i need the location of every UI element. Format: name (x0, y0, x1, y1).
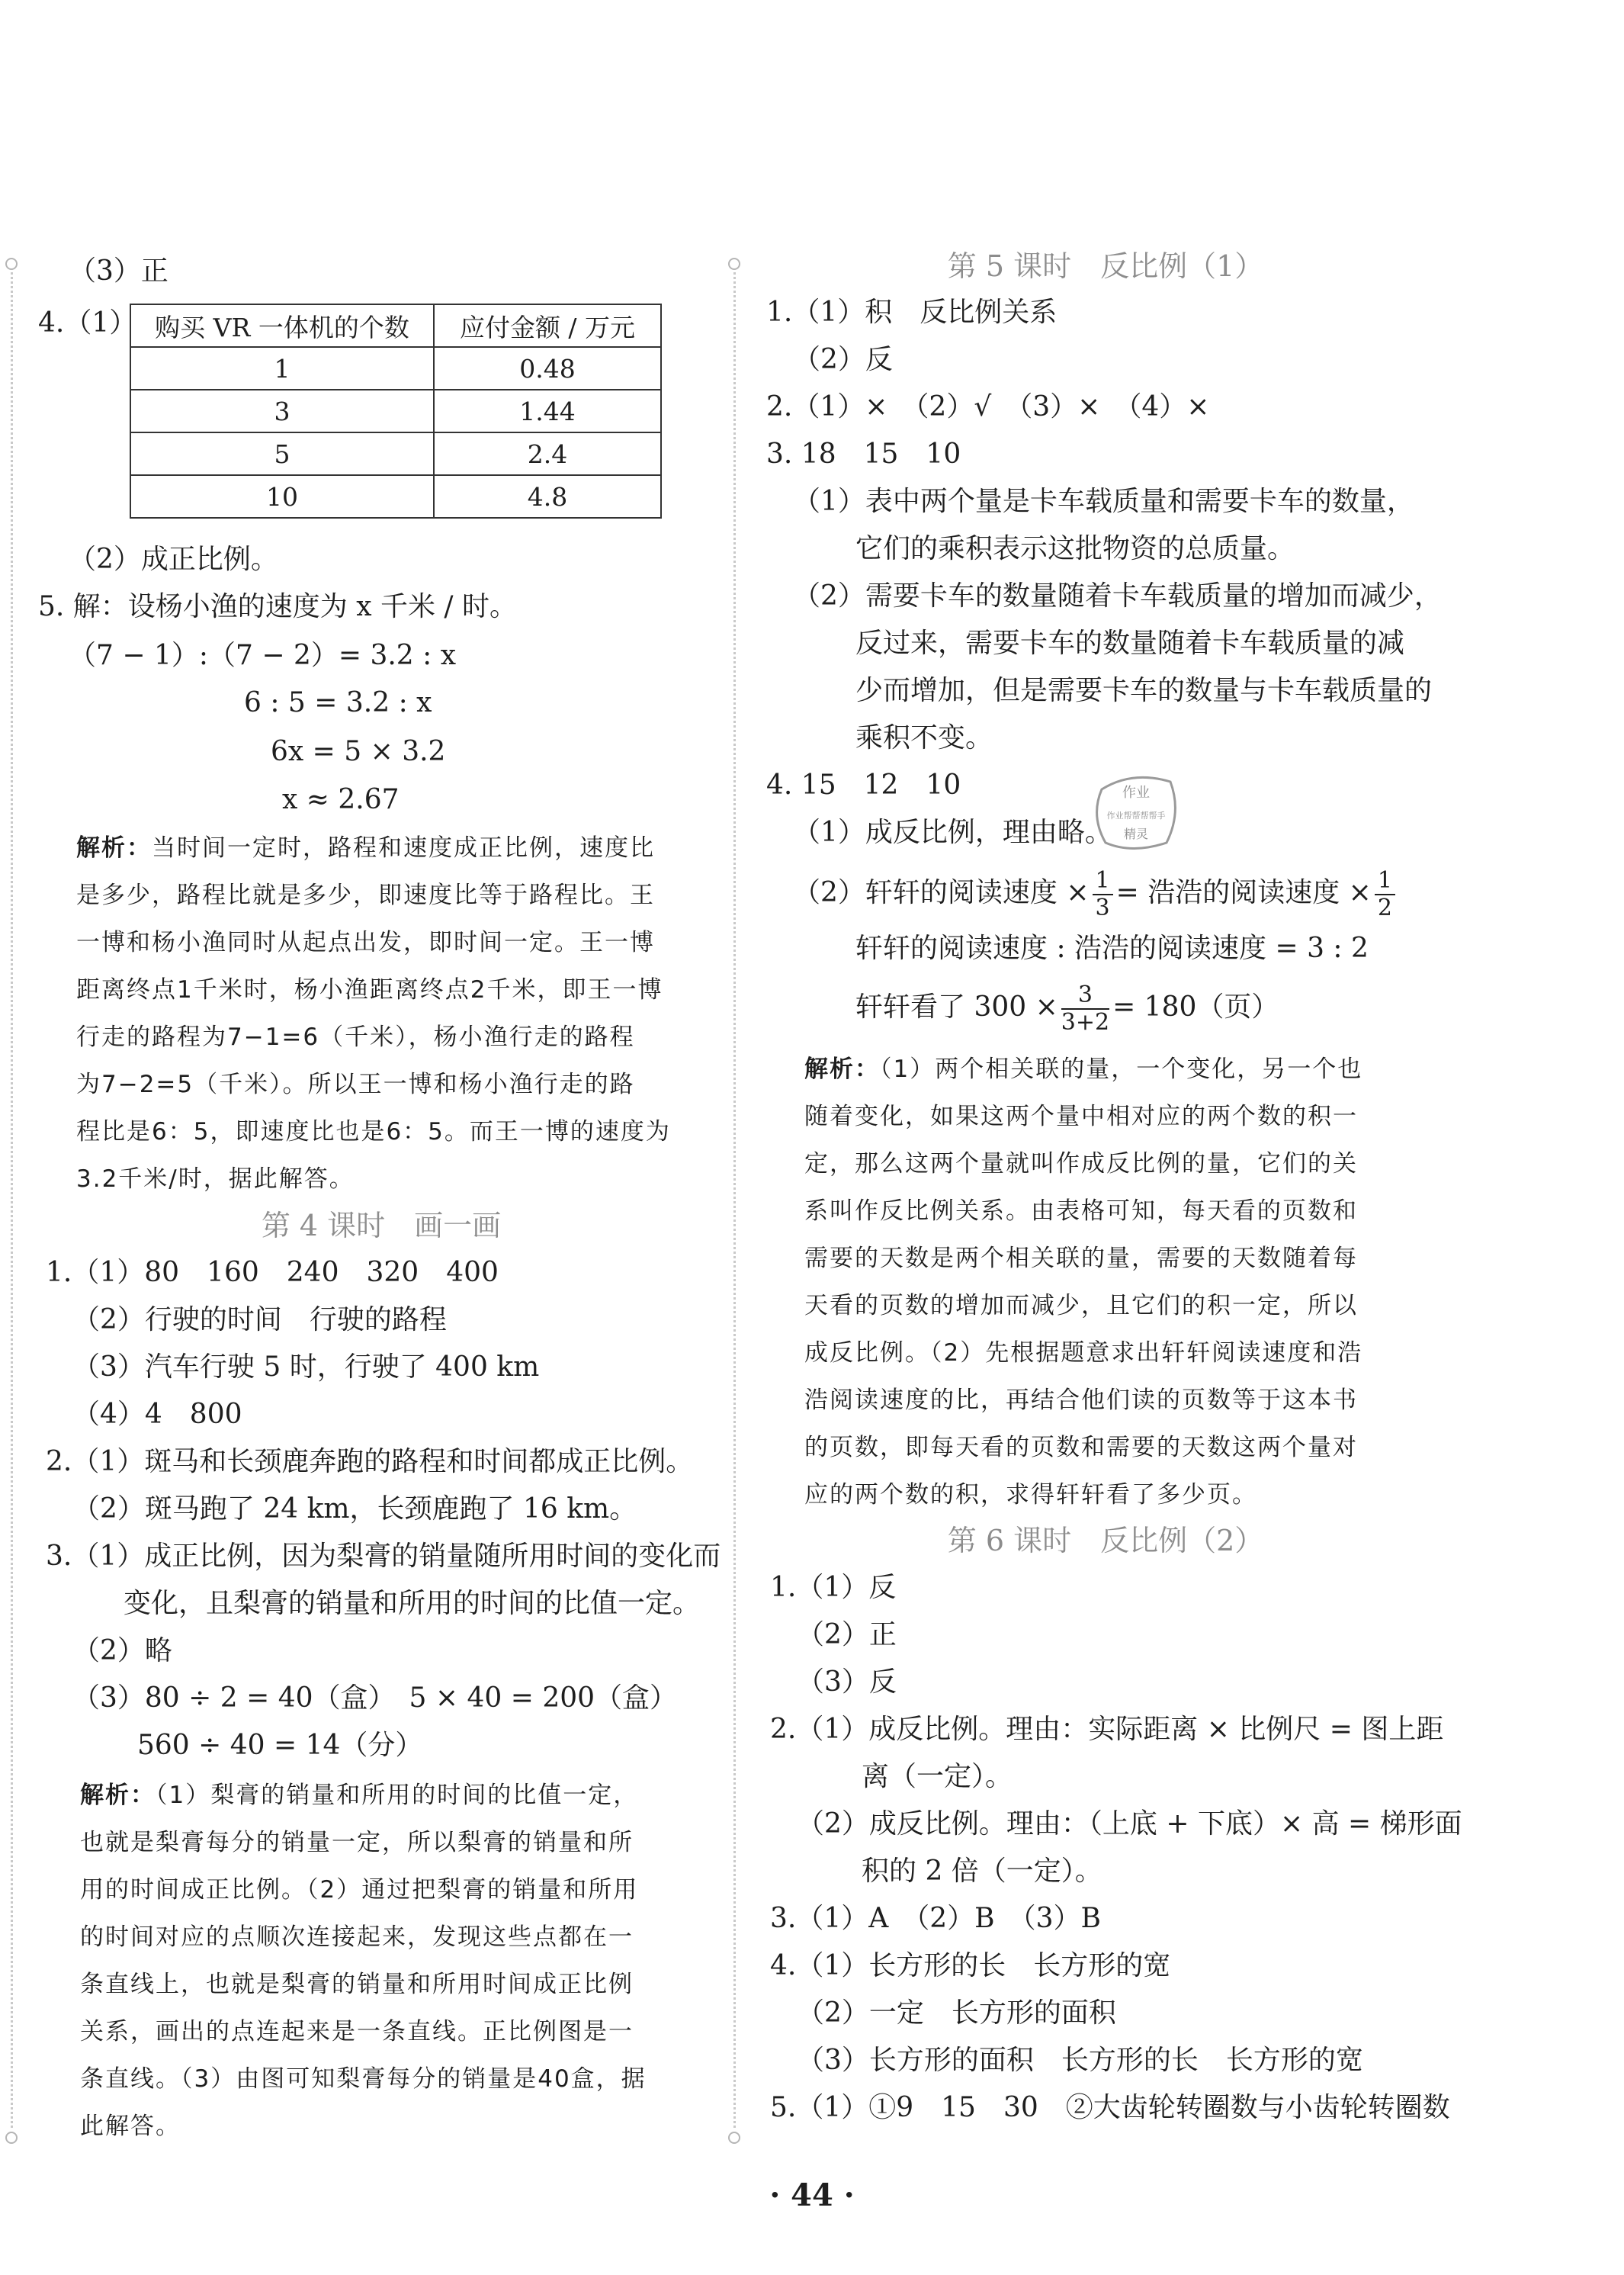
answer-line: 4. 15 12 10 (766, 770, 961, 801)
equation-line: x ≈ 2.67 (282, 784, 400, 815)
explanation-line: 应的两个数的积，求得轩轩看了多少页。 (804, 1481, 1257, 1509)
answer-line: （3）反 (797, 1666, 897, 1698)
answer-line: （2）略 (72, 1635, 172, 1666)
fraction-equation-line: （2）轩轩的阅读速度 × $\frac{1}{3}$ = 浩浩的阅读速度 × $\frac{1}{2}$ (793, 866, 1398, 921)
answer-3-3: （3）正 (69, 255, 168, 287)
answer-line: 反过来，需要卡车的数量随着卡车载质量的减 (855, 628, 1405, 659)
explanation-line: 系叫作反比例关系。由表格可知，每天看的页数和 (804, 1197, 1358, 1225)
answer-line: 560 ÷ 40 = 14（分） (137, 1730, 423, 1761)
answer-line: 3.（1）成正比例，因为梨膏的销量随所用时间的变化而 (46, 1541, 721, 1572)
explanation-line: 随着变化，如果这两个量中相对应的两个数的积一 (804, 1103, 1358, 1130)
answer-line: 变化，且梨膏的销量和所用的时间的比值一定。 (124, 1588, 701, 1619)
center-ring-top (728, 258, 740, 270)
question-5-solution: 5. 解：设杨小渔的速度为 x 千米 / 时。 (38, 591, 517, 622)
answer-line: （3）长方形的面积 长方形的长 长方形的宽 (797, 2045, 1363, 2076)
answer-line: 2.（1）× （2）√ （3）× （4）× (766, 391, 1210, 423)
answer-line: 2.（1）成反比例。理由：实际距离 × 比例尺 = 图上距 (770, 1714, 1444, 1745)
explanation-line: 行走的路程为7−1=6（千米），杨小渔行走的路程 (76, 1023, 635, 1051)
explanation-line: 为7−2=5（千米）。所以王一博和杨小渔行走的路 (76, 1071, 635, 1098)
explanation-line: 成反比例。（2）先根据题意求出轩轩阅读速度和浩 (804, 1339, 1363, 1367)
table-header-cell: 购买 VR 一体机的个数 (130, 304, 434, 347)
answer-line: （2）反 (793, 344, 893, 375)
table-header-row (130, 304, 661, 347)
explanation-line: 程比是6：5，即速度比也是6：5。而王一博的速度为 (76, 1118, 671, 1146)
answer-line: 3. 18 15 10 (766, 439, 961, 470)
table-cell: 1 (130, 347, 434, 390)
answer-line: （2）行驶的时间 行驶的路程 (72, 1304, 447, 1335)
answer-line: 少而增加，但是需要卡车的数量与卡车载质量的 (855, 675, 1433, 706)
explanation-line: 的页数，即每天看的页数和需要的天数这两个量对 (804, 1434, 1358, 1461)
equation-line: 6 : 5 = 3.2 : x (244, 687, 432, 718)
vr-price-table (130, 304, 662, 519)
lesson-4-heading: 第 4 课时 画一画 (261, 1209, 502, 1242)
page-number: · 44 · (769, 2177, 855, 2213)
answer-line: 1.（1）80 160 240 320 400 (46, 1257, 499, 1288)
answer-line: 1.（1）积 反比例关系 (766, 297, 1058, 328)
answer-line: （2）斑马跑了 24 km，长颈鹿跑了 16 km。 (72, 1493, 637, 1525)
table-cell: 0.48 (434, 347, 661, 390)
stamp-title: 作业 (1122, 785, 1150, 801)
table-row (130, 347, 661, 390)
explanation-label: 解析： (80, 1782, 156, 1809)
explanation-line: 浩阅读速度的比，再结合他们读的页数等于这本书 (804, 1387, 1358, 1414)
fraction-equation-line: 轩轩看了 300 × $\frac{3}{3+2}$ = 180（页） (855, 982, 1279, 1036)
answer-line: （3）80 ÷ 2 = 40（盒） 5 × 40 = 200（盒） (72, 1682, 678, 1714)
equation-line: （7 − 1）:（7 − 2）= 3.2 : x (69, 640, 457, 671)
question-4-label: 4.（1） (38, 307, 137, 339)
fraction: $\frac{3}{3+2}$ (1061, 982, 1110, 1036)
explanation-line: 此解答。 (80, 2113, 181, 2140)
answer-line: 4.（1）长方形的长 长方形的宽 (770, 1950, 1171, 1981)
equation-line: 6x = 5 × 3.2 (271, 736, 446, 767)
answer-line: （1）成反比例，理由略。 (793, 817, 1112, 848)
left-margin-ring-bottom (5, 2132, 18, 2144)
answer-line: （4）4 800 (72, 1399, 242, 1430)
explanation-line: 距离终点1千米时，杨小渔距离终点2千米，即王一博 (76, 976, 663, 1004)
explanation-line: 一博和杨小渔同时从起点出发，即时间一定。王一博 (76, 929, 655, 956)
table-cell: 10 (130, 475, 434, 518)
table-row (130, 475, 661, 518)
explanation-line: 用的时间成正比例。（2）通过把梨膏的销量和所用 (80, 1876, 639, 1904)
explanation-line: 条直线。（3）由图可知梨膏每分的销量是40盒，据 (80, 2065, 647, 2093)
table-cell: 4.8 (434, 475, 661, 518)
explanation-label: 解析： (76, 834, 152, 862)
table-header-cell: 应付金额 / 万元 (434, 304, 661, 347)
center-dotted-divider (733, 267, 738, 2128)
table-cell: 3 (130, 390, 434, 432)
answer-line: （1）表中两个量是卡车载质量和需要卡车的数量， (793, 486, 1414, 517)
answer-line: 轩轩的阅读速度 : 浩浩的阅读速度 = 3 : 2 (855, 933, 1369, 964)
answer-line: 3.（1）A （2）B （3）B (770, 1903, 1101, 1934)
left-margin-dotted-line (11, 267, 15, 2128)
explanation-line: 3.2千米/时，据此解答。 (76, 1165, 355, 1193)
homework-stamp-watermark (1086, 766, 1186, 858)
explanation-line: 关系，画出的点连起来是一条直线。正比例图是一 (80, 2018, 634, 2045)
answer-line: 乘积不变。 (855, 722, 993, 754)
fraction: $\frac{1}{2}$ (1375, 868, 1395, 921)
explanation-line: 解析：（1）两个相关联的量，一个变化，另一个也 (804, 1056, 1363, 1083)
answer-line: 它们的乘积表示这批物资的总质量。 (855, 533, 1295, 564)
answer-line: （2）需要卡车的数量随着卡车载质量的增加而减少， (793, 580, 1442, 612)
explanation-line: 天看的页数的增加而减少，且它们的积一定，所以 (804, 1292, 1358, 1319)
answer-4-2: （2）成正比例。 (69, 544, 278, 575)
fraction: $\frac{1}{3}$ (1093, 868, 1113, 921)
table-cell: 1.44 (434, 390, 661, 432)
answer-line: 积的 2 倍（一定）。 (862, 1856, 1102, 1887)
answer-line: （2）成反比例。理由：（上底 + 下底）× 高 = 梯形面 (797, 1808, 1462, 1840)
stamp-bottom: 精灵 (1123, 827, 1149, 841)
stamp-middle: 作业帮帮帮帮手 (1106, 811, 1166, 821)
answer-line: 离（一定）。 (862, 1761, 1013, 1792)
table-cell: 5 (130, 432, 434, 475)
explanation-line: 解析：当时间一定时，路程和速度成正比例，速度比 (76, 834, 655, 862)
explanation-line: 的时间对应的点顺次连接起来，发现这些点都在一 (80, 1923, 634, 1951)
explanation-line: 也就是梨膏每分的销量一定，所以梨膏的销量和所 (80, 1829, 634, 1856)
table-row (130, 432, 661, 475)
explanation-line: 定，那么这两个量就叫作成反比例的量，它们的关 (804, 1150, 1358, 1178)
table-row (130, 390, 661, 432)
explanation-line: 条直线上，也就是梨膏的销量和所用时间成正比例 (80, 1971, 634, 1998)
explanation-line: 是多少，路程比就是多少，即速度比等于路程比。王 (76, 882, 655, 909)
answer-line: （2）一定 长方形的面积 (797, 1997, 1116, 2029)
explanation-line: 需要的天数是两个相关联的量，需要的天数随着每 (804, 1245, 1358, 1272)
answer-line: （3）汽车行驶 5 时，行驶了 400 km (72, 1351, 540, 1383)
lesson-5-heading: 第 5 课时 反比例（1） (947, 249, 1264, 283)
center-ring-bottom (728, 2132, 740, 2144)
table-cell: 2.4 (434, 432, 661, 475)
answer-line: 1.（1）反 (770, 1572, 897, 1603)
lesson-6-heading: 第 6 课时 反比例（2） (947, 1524, 1264, 1557)
answer-line: （2）正 (797, 1619, 897, 1650)
explanation-label: 解析： (804, 1056, 880, 1083)
answer-line: 5.（1）①9 15 30 ②大齿轮转圈数与小齿轮转圈数 (770, 2092, 1450, 2123)
explanation-line: 解析：（1）梨膏的销量和所用的时间的比值一定， (80, 1782, 639, 1809)
left-margin-ring-top (5, 258, 18, 270)
answer-line: 2.（1）斑马和长颈鹿奔跑的路程和时间都成正比例。 (46, 1446, 694, 1477)
